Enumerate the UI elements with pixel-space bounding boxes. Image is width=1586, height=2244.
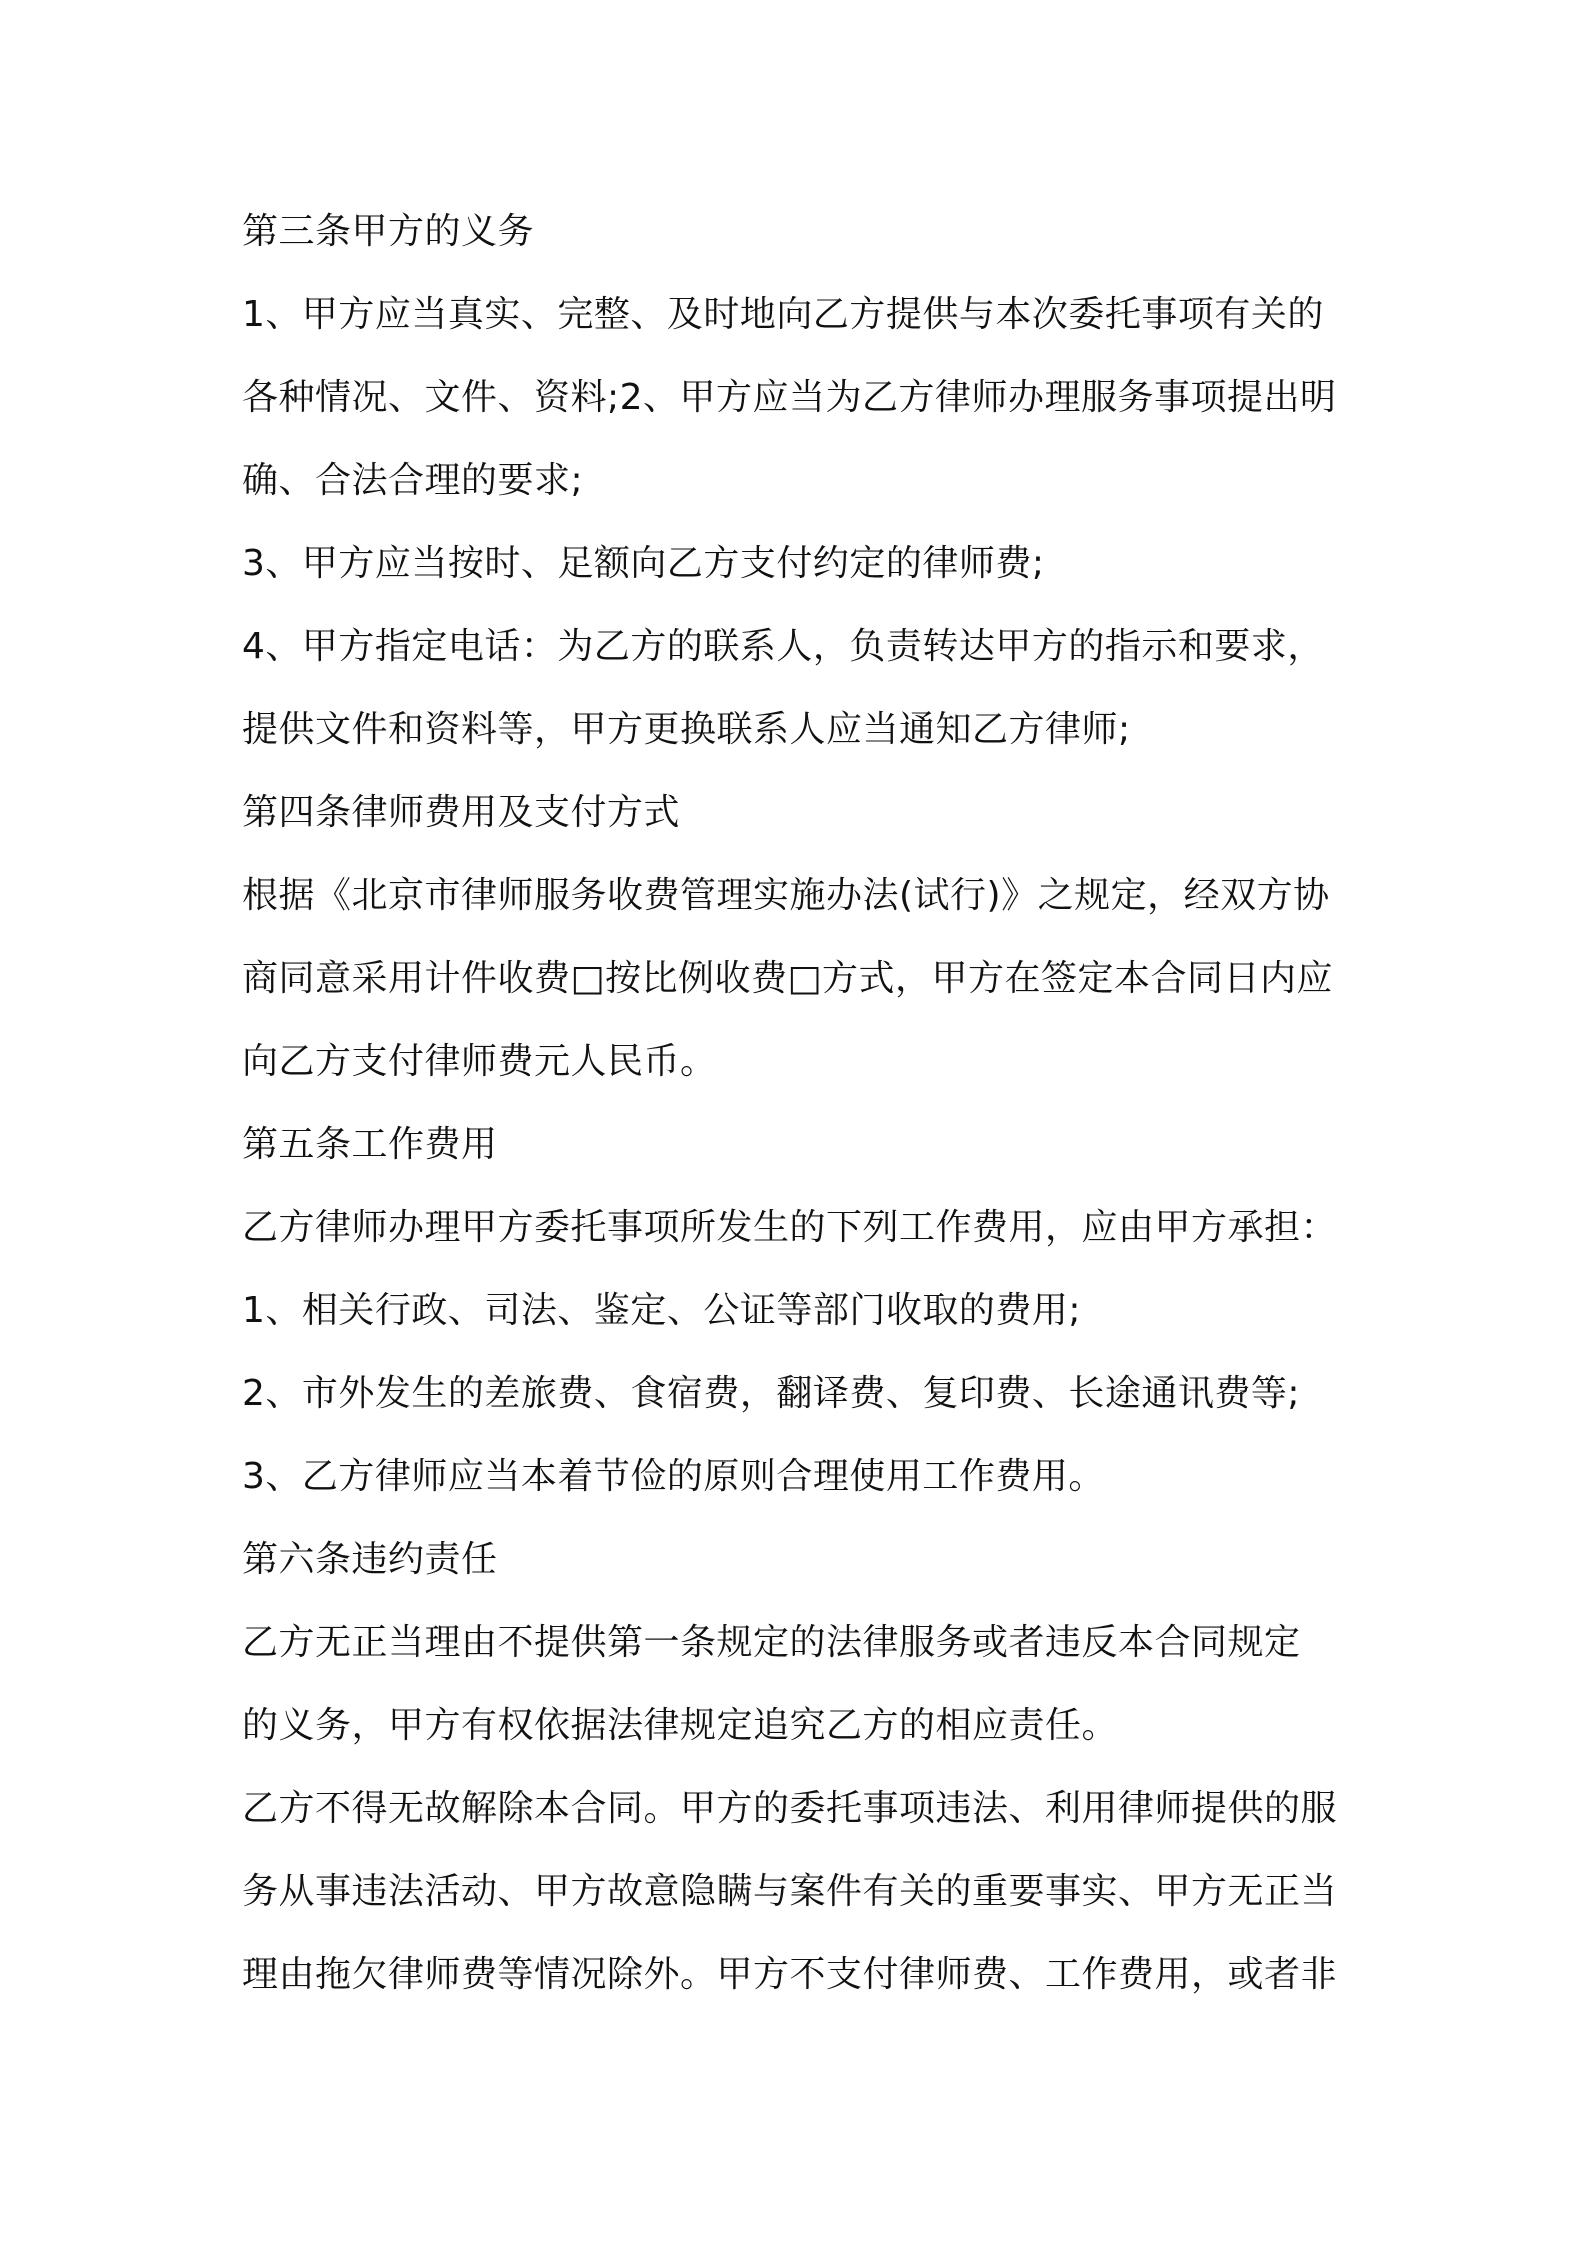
text-line: 商同意采用计件收费□按比例收费□方式，甲方在签定本合同日内应 [242, 958, 1334, 999]
text-line: 1、相关行政、司法、鉴定、公证等部门收取的费用; [242, 1290, 1082, 1331]
heading-article-4: 第四条律师费用及支付方式 [242, 792, 681, 833]
text-line: 根据《北京市律师服务收费管理实施办法(试行)》之规定，经双方协 [242, 875, 1330, 916]
heading-article-3: 第三条甲方的义务 [242, 211, 535, 252]
heading-article-5: 第五条工作费用 [242, 1124, 498, 1165]
text-line: 乙方不得无故解除本合同。甲方的委托事项违法、利用律师提供的服 [242, 1788, 1338, 1829]
text-line: 乙方无正当理由不提供第一条规定的法律服务或者违反本合同规定 [242, 1622, 1301, 1663]
text-line: 的义务，甲方有权依据法律规定追究乙方的相应责任。 [242, 1705, 1119, 1746]
text-line: 各种情况、文件、资料;2、甲方应当为乙方律师办理服务事项提出明 [242, 377, 1337, 418]
text-line: 理由拖欠律师费等情况除外。甲方不支付律师费、工作费用，或者非 [242, 1954, 1338, 1995]
heading-article-6: 第六条违约责任 [242, 1539, 498, 1580]
text-line: 4、甲方指定电话：为乙方的联系人，负责转达甲方的指示和要求， [242, 626, 1324, 667]
text-line: 确、合法合理的要求; [242, 460, 584, 501]
text-line: 乙方律师办理甲方委托事项所发生的下列工作费用，应由甲方承担： [242, 1207, 1338, 1248]
text-line: 提供文件和资料等，甲方更换联系人应当通知乙方律师; [242, 709, 1131, 750]
text-line: 3、甲方应当按时、足额向乙方支付约定的律师费; [242, 543, 1045, 584]
text-line: 2、市外发生的差旅费、食宿费，翻译费、复印费、长途通讯费等; [242, 1373, 1301, 1414]
text-line: 3、乙方律师应当本着节俭的原则合理使用工作费用。 [242, 1456, 1105, 1497]
document-body [242, 190, 1362, 2016]
text-line: 1、甲方应当真实、完整、及时地向乙方提供与本次委托事项有关的 [242, 294, 1324, 335]
text-line: 向乙方支付律师费元人民币。 [242, 1041, 717, 1082]
text-line: 务从事违法活动、甲方故意隐瞒与案件有关的重要事实、甲方无正当 [242, 1871, 1338, 1912]
